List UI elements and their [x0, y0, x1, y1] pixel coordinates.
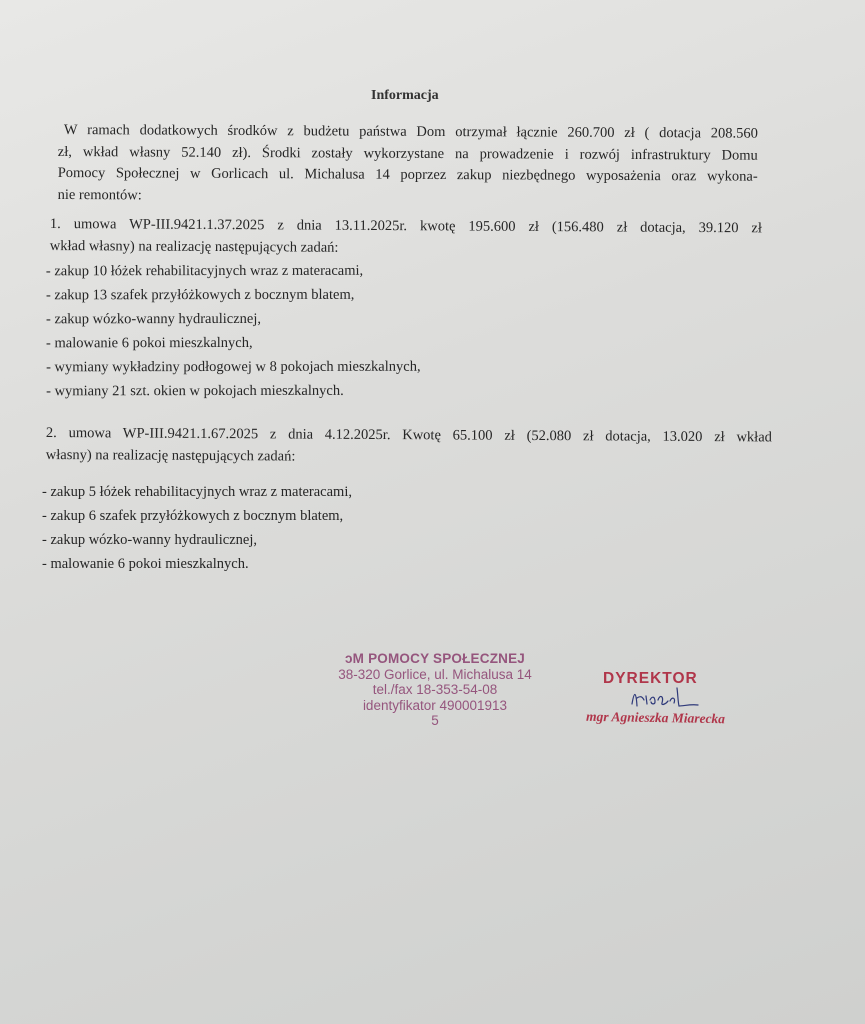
- list-item: - zakup wózko-wanny hydraulicznej,: [42, 532, 258, 548]
- intro-line: zł, wkład własny 52.140 zł). Środki zostały wykorzystane na prowadzenie i rozwój infrastruktury Domu: [57, 143, 758, 164]
- document-title: Informacja: [371, 88, 439, 103]
- list-item: - zakup wózko-wanny hydraulicznej,: [45, 310, 262, 328]
- contract-2-line: 2. umowa WP-III.9421.1.67.2025 z dnia 4.12.2025r. Kwotę 65.100 zł (52.080 zł dotacja, 13.020 zł wkład: [45, 424, 772, 446]
- list-item: - zakup 13 szafek przyłóżkowych z bocznym blatem,: [45, 286, 355, 304]
- stamp-line: ɔM POMOCY SPOŁECZNEJ: [344, 651, 526, 666]
- contract-1-paragraph: [50, 214, 762, 261]
- list-item: - malowanie 6 pokoi mieszkalnych.: [42, 556, 249, 572]
- stamp-line: tel./fax 18-353-54-08: [372, 682, 498, 697]
- list-item: - zakup 10 łóżek rehabilitacyjnych wraz z materacami,: [45, 262, 364, 280]
- contract-2-paragraph: [46, 423, 772, 470]
- stamp-line: 38-320 Gorlice, ul. Michalusa 14: [338, 666, 532, 682]
- list-item: - zakup 5 łóżek rehabilitacyjnych wraz z materacami,: [42, 484, 352, 500]
- institution-stamp: [330, 651, 540, 729]
- contract-1-line: wkład własny) na realizację następujących zadań:: [49, 237, 339, 256]
- list-item: - wymiany wykładziny podłogowej w 8 pokojach mieszkalnych,: [46, 358, 421, 376]
- intro-line: nie remontów:: [57, 186, 142, 203]
- contract-2-task-list: [42, 480, 352, 576]
- contract-1-line: 1. umowa WP-III.9421.1.37.2025 z dnia 13.11.2025r. kwotę 195.600 zł (156.480 zł dotacja, 39.120 zł: [49, 215, 762, 237]
- contract-2-line: własny) na realizację następujących zadań:: [45, 446, 296, 465]
- list-item: - wymiany 21 szt. okien w pokojach mieszkalnych.: [46, 382, 344, 400]
- list-item: - zakup 6 szafek przyłóżkowych z bocznym blatem,: [42, 508, 344, 524]
- intro-line: W ramach dodatkowych środków z budżetu państwa Dom otrzymał łącznie 260.700 zł ( dotacja 208.560: [63, 122, 758, 142]
- stamp-line: identyfikator 490001913: [362, 697, 508, 713]
- stamp-line: 5: [431, 713, 439, 728]
- director-name: mgr Agnieszka Miarecka: [585, 708, 726, 727]
- handwritten-signature: [628, 684, 708, 712]
- director-title: DYREKTOR: [603, 670, 698, 687]
- list-item: - malowanie 6 pokoi mieszkalnych,: [46, 334, 253, 352]
- intro-paragraph: [58, 120, 758, 210]
- intro-line: Pomocy Społecznej w Gorlicach ul. Michalusa 14 poprzez zakup niezbędnego wyposażenia oraz wykona-: [57, 164, 758, 185]
- contract-1-task-list: [46, 259, 421, 404]
